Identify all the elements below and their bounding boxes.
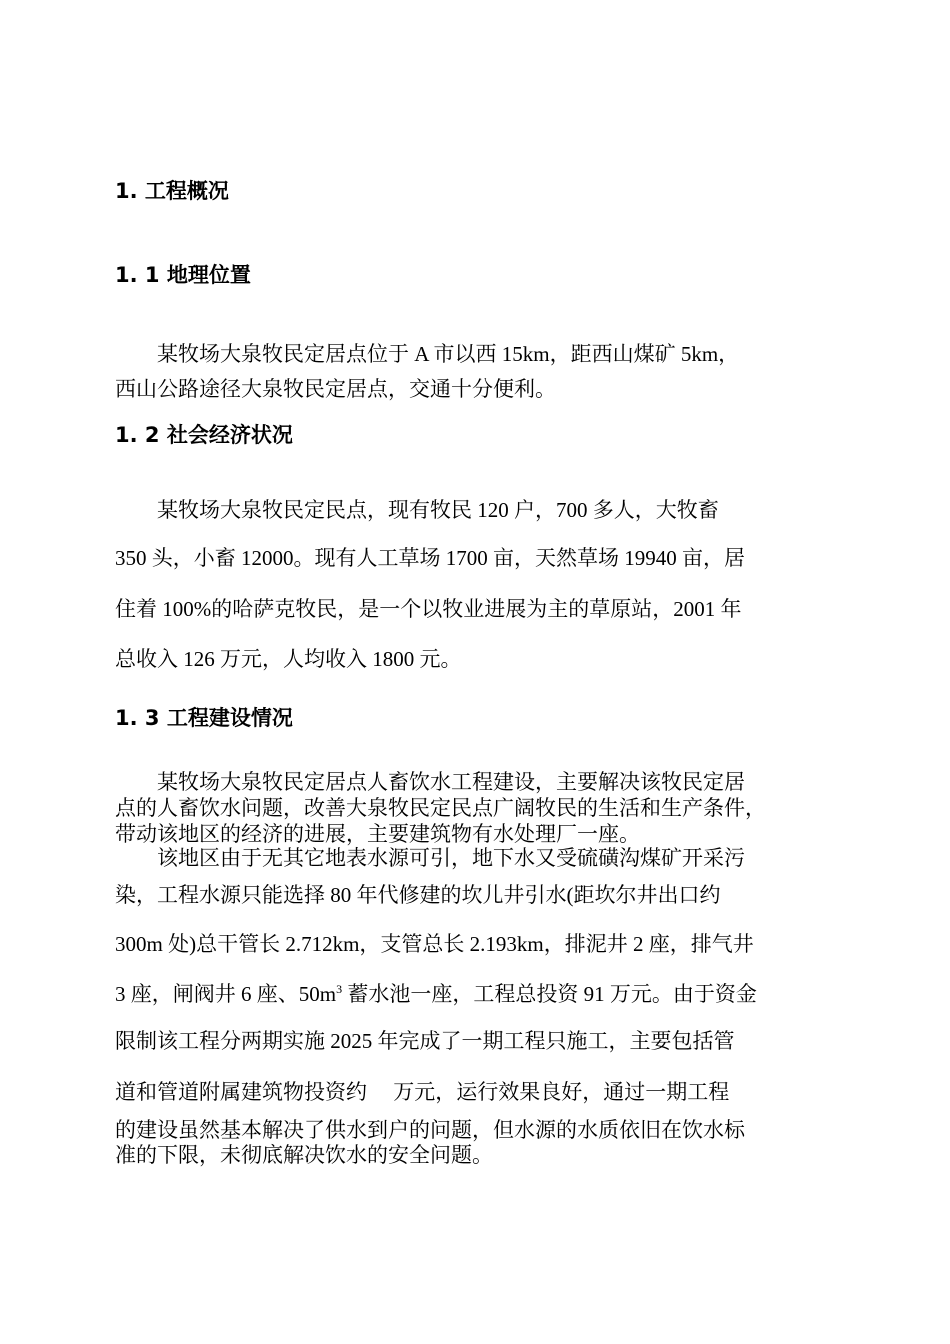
paragraph-line: 道和管道附属建筑物投资约 万元，运行效果良好，通过一期工程 bbox=[115, 1080, 730, 1104]
paragraph-line: 该地区由于无其它地表水源可引，地下水又受硫磺沟煤矿开采污 bbox=[157, 846, 745, 870]
paragraph-line: 的建设虽然基本解决了供水到户的问题，但水源的水质依旧在饮水标 bbox=[115, 1118, 745, 1142]
section-1-1-heading: 1. 1 地理位置 bbox=[115, 263, 251, 287]
text-span: 蓄水池一座，工程总投资 91 万元。由于资金 bbox=[342, 982, 757, 1006]
paragraph-line: 准的下限，未彻底解决饮水的安全问题。 bbox=[115, 1143, 493, 1167]
paragraph-line: 带动该地区的经济的进展，主要建筑物有水处理厂一座。 bbox=[115, 822, 640, 846]
section-1-3-heading: 1. 3 工程建设情况 bbox=[115, 706, 293, 730]
paragraph-line: 某牧场大泉牧民定居点人畜饮水工程建设，主要解决该牧民定居 bbox=[157, 770, 745, 794]
section-1-2-heading: 1. 2 社会经济状况 bbox=[115, 423, 293, 447]
paragraph-line: 限制该工程分两期实施 2025 年完成了一期工程只施工，主要包括管 bbox=[115, 1029, 735, 1053]
paragraph-line: 350 头，小畜 12000。现有人工草场 1700 亩，天然草场 19940 亩，居 bbox=[115, 546, 745, 570]
paragraph-line: 住着 100%的哈萨克牧民，是一个以牧业进展为主的草原站，2001 年 bbox=[115, 597, 742, 621]
paragraph-line: 总收入 126 万元，人均收入 1800 元。 bbox=[115, 647, 462, 671]
section-1-heading: 1. 工程概况 bbox=[115, 179, 229, 203]
paragraph-line: 300m 处)总干管长 2.712km，支管总长 2.193km，排泥井 2 座，排气井 bbox=[115, 932, 754, 956]
paragraph-line: 某牧场大泉牧民定民点，现有牧民 120 户，700 多人，大牧畜 bbox=[157, 498, 719, 522]
paragraph-line: 某牧场大泉牧民定居点位于 A 市以西 15km，距西山煤矿 5km， bbox=[157, 342, 740, 366]
paragraph-line: 点的人畜饮水问题，改善大泉牧民定民点广阔牧民的生活和生产条件， bbox=[115, 796, 766, 820]
paragraph-line-with-superscript bbox=[115, 978, 837, 1008]
paragraph-line: 染，工程水源只能选择 80 年代修建的坎儿井引水(距坎尔井出口约 bbox=[115, 883, 721, 907]
text-span: 3 座，闸阀井 6 座、50m bbox=[115, 982, 337, 1006]
paragraph-line: 西山公路途径大泉牧民定居点，交通十分便利。 bbox=[115, 377, 556, 401]
superscript: 3 bbox=[336, 982, 343, 996]
